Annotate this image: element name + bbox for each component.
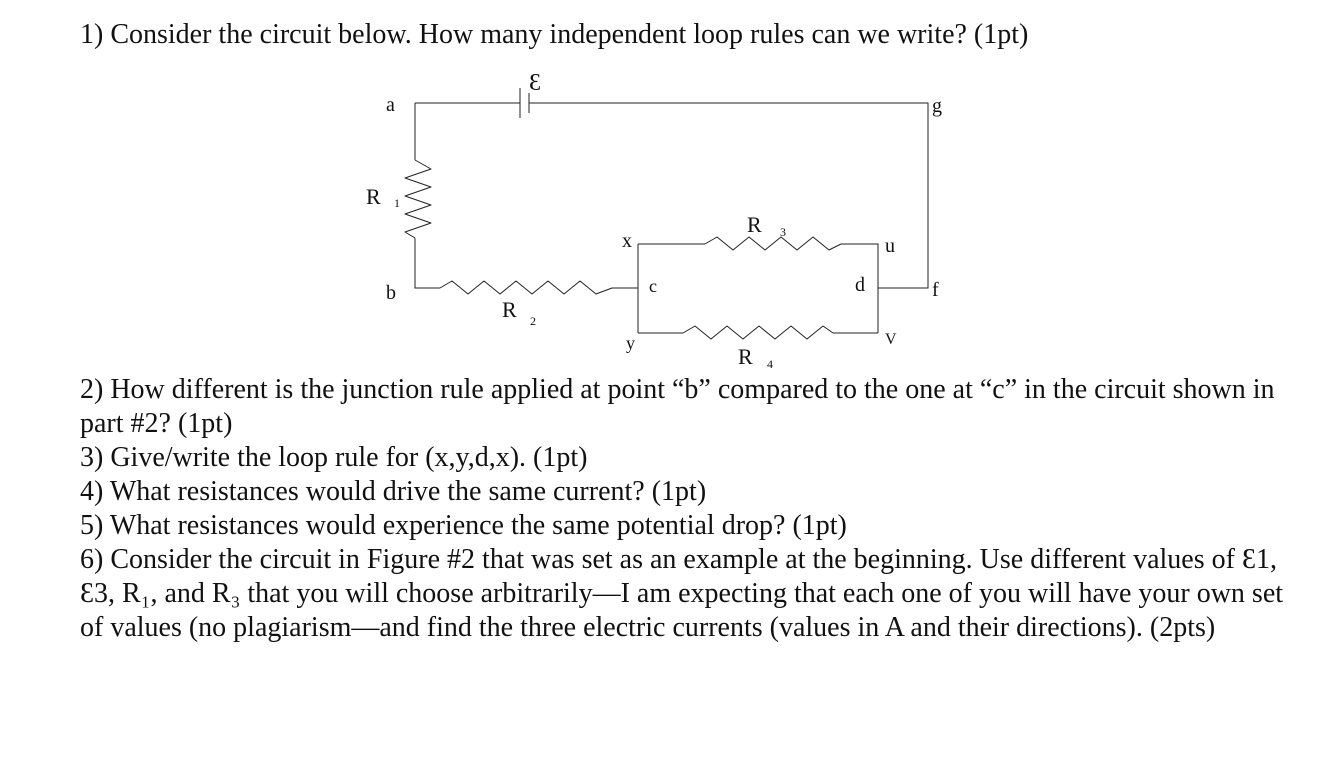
emf-label: Ɛ	[528, 70, 542, 96]
label-y: y	[626, 333, 635, 353]
label-u: u	[885, 235, 895, 257]
label-x: x	[622, 230, 632, 252]
question-5: 5) What resistances would experience the same potential drop? (1pt)	[80, 510, 847, 541]
label-r3-letter: R	[747, 212, 762, 237]
wire-top-right	[529, 103, 928, 288]
question-2: 2) How different is the junction rule applied at point “b” compared to the one at “c” in the circuit shown in part #2? (1pt)	[80, 374, 1275, 439]
label-b: b	[386, 282, 396, 304]
wire-left-lower	[415, 238, 440, 288]
label-f: f	[932, 279, 939, 301]
label-g: g	[932, 95, 942, 117]
label-v: V	[885, 331, 897, 348]
label-r2-letter: R	[502, 297, 517, 322]
label-c: c	[649, 276, 657, 296]
question-6: 6) Consider the circuit in Figure #2 that was set as an example at the beginning. Use different values of Ɛ1, Ɛ3, R₁, and R₃ that you will choose arbitrarily—I am expecting that each one of you will have your own set of values (no plagiarism—and find the three electric currents (values in A and their directions). (2pts)	[80, 544, 1284, 643]
circuit-diagram	[0, 0, 1336, 380]
label-a: a	[386, 94, 395, 116]
label-r4-letter: R	[738, 344, 753, 369]
resistor-r1	[405, 160, 431, 238]
question-4: 4) What resistances would drive the same current? (1pt)	[80, 476, 707, 507]
question-list	[80, 373, 1290, 645]
label-d: d	[855, 274, 865, 296]
resistor-r4	[683, 326, 833, 339]
resistor-r2	[440, 281, 612, 294]
label-r1-letter: R	[366, 184, 381, 209]
label-r4-sub: 4	[767, 357, 773, 371]
label-r3-sub: 3	[780, 225, 786, 239]
resistor-r3	[705, 237, 841, 250]
question-1: 1) Consider the circuit below. How many independent loop rules can we write? (1pt)	[80, 19, 1029, 50]
label-r1-sub: 1	[394, 196, 400, 210]
label-r2-sub: 2	[530, 314, 536, 328]
question-3: 3) Give/write the loop rule for (x,y,d,x). (1pt)	[80, 442, 588, 473]
